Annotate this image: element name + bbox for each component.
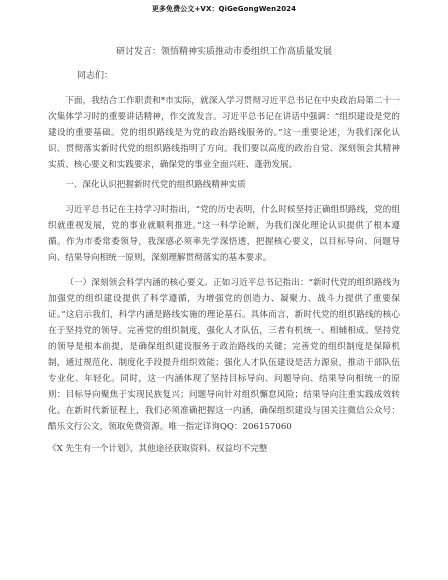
paragraph-intro: 下面，我结合工作职责和*市实际，就深入学习贯彻习近平总书记在中央政治局第二十一次集体学习时的重要讲话精神，作交流发言。习近平总书记在讲话中强调：“组织建设是党的建设的重要基础。党的组织路线是为党的政治路线服务的。”这一重要论述，为我们深化认识、贯彻落实新时代党的组织路线指明了方向。我们要以高度的政治自觉、深刻领会其精神实质、核心要义和实践要求，确保党的事业全面兴旺、蓬勃发展。: [48, 96, 400, 170]
section-heading: 一、深化认识把握新时代党的组织路线精神实质: [65, 180, 246, 190]
salutation: 同志们：: [77, 71, 114, 81]
footer-note: 《X 先生有一个计划》，其他途径获取资料、权益均不完整: [48, 444, 268, 454]
document-title: 研讨发言：领悟精神实质推动市委组织工作高质量发展: [115, 47, 332, 57]
document-body: [48, 93, 400, 457]
paragraph-section-1: 习近平总书记在主持学习时指出，“党的历史表明，什么时候坚持正确组织路线，党的组织就重视发展，党的事业就顺利推进。”这一科学论断，为我们深化理论认识提供了根本遵循。作为市委常委领导，我深感必须率先学深悟透，把握核心要义，以目标导向、问题导向、结果导向相统一原则，深刻理解贯彻落实的基本要求。: [48, 205, 400, 263]
watermark-banner: 更多免费公文+VX：QiGeGongWen2024: [151, 5, 297, 13]
paragraph-subsection-1: （一）深刻领会科学内涵的核心要义。正如习近平总书记指出：“新时代党的组织路线为加强党的组织建设提供了科学遵循，为增强党的创造力、凝聚力、战斗力提供了重要保证。”这启示我们，科学内涵是路线实施的理论基石。具体而言，新时代党的组织路线的核心在于坚持党的领导。完善党的组织制度，强化人才队伍，三者有机统一、相辅相成。坚持党的领导是根本前提，是确保组织建设服务于政治路线的关键；完善党的组织制度是保障机制，通过规范化、制度化手段提升组织效能；强化人才队伍建设是活力源泉，推动干部队伍专业化、年轻化。同时，这一内涵体现了坚持目标导向、问题导向、结果导向相统一的原则：目标导向聚焦于实现民族复兴；问题导向针对组织懈怠风险；结果导向注重实践成效转化。在新时代新征程上，我们必须准确把握这一内涵，确保组织建设与国关注微信公众号：酷乐文行公文，领取免费资源。唯一指定详询QQ：206157060: [48, 278, 400, 432]
